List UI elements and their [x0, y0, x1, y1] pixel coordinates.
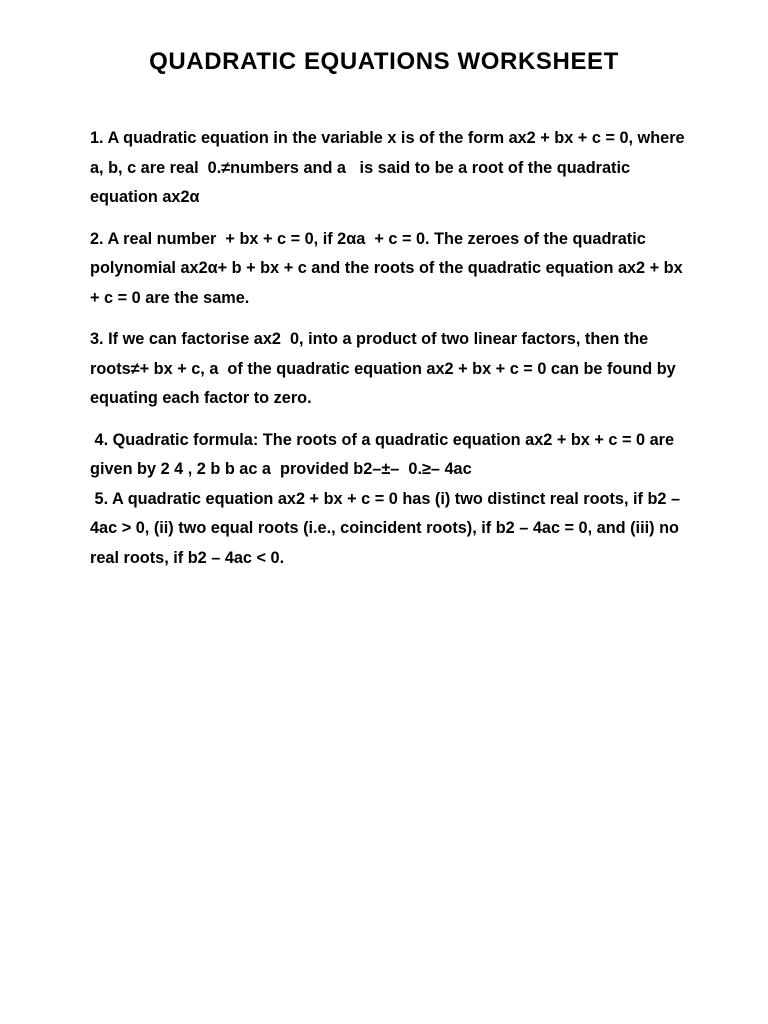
worksheet-body: [90, 124, 690, 585]
paragraph-5: 5. A quadratic equation ax2 + bx + c = 0 has (i) two distinct real roots, if b2 – 4ac > 0, (ii) two equal roots (i.e., coincident roots), if b2 – 4ac = 0, and (iii) no real roots, if b2 – 4ac < 0.: [90, 489, 685, 567]
paragraph-4: 4. Quadratic formula: The roots of a quadratic equation ax2 + bx + c = 0 are given by 2 4 , 2 b b ac a provided b2–±– 0.≥– 4ac: [90, 430, 679, 478]
page-title: QUADRATIC EQUATIONS WORKSHEET: [149, 48, 619, 75]
paragraph-1: 1. A quadratic equation in the variable x is of the form ax2 + bx + c = 0, where a, b, c are real 0.≠numbers and a is said to be a root of the quadratic equation ax2α: [90, 129, 690, 206]
paragraph-2: 2. A real number + bx + c = 0, if 2αa + c = 0. The zeroes of the quadratic polynomial ax2α+ b + bx + c and the roots of the quadratic equation ax2 + bx + c = 0 are the same.: [90, 229, 688, 307]
paragraph-3: 3. If we can factorise ax2 0, into a product of two linear factors, then the roots≠+ bx + c, a of the quadratic equation ax2 + bx + c = 0 can be found by equating each factor to zero.: [90, 330, 681, 407]
